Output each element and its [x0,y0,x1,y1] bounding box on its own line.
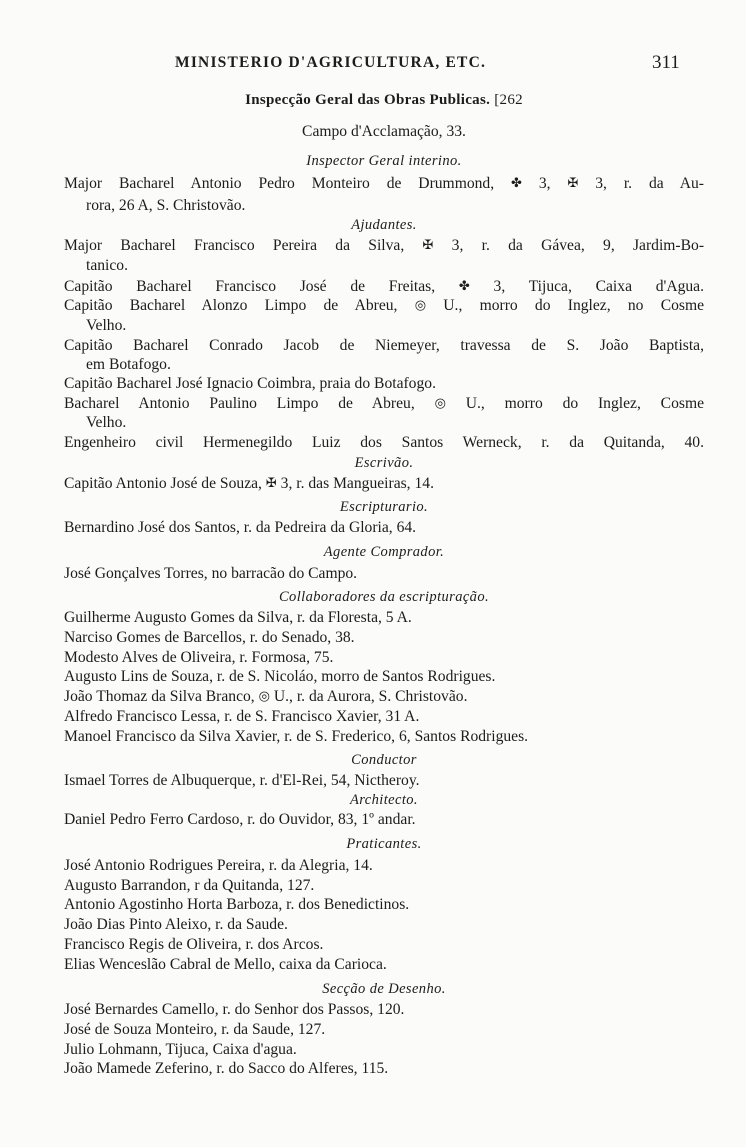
entry-text: Major Bacharel Antonio Pedro Monteiro de Drummond, [64,175,495,192]
heading-praticantes: Praticantes. [346,836,422,852]
maltese-cross-icon: ✠ [567,176,579,191]
entry-text: Bacharel Antonio Paulino Limpo de Abreu, [64,395,415,412]
entry-text: Major Bacharel Francisco Pereira da Silva, [64,237,405,254]
heading-ajudantes: Ajudantes. [351,217,417,233]
desenho-entry: José Bernardes Camello, r. do Senhor dos Passos, 120. [64,1001,405,1018]
desenho-entry: José de Souza Monteiro, r. da Saude, 127. [64,1021,326,1038]
architecto-entry: Daniel Pedro Ferro Cardoso, r. do Ouvidor, 83, 1º andar. [64,811,416,828]
praticante-entry: José Antonio Rodrigues Pereira, r. da Alegria, 14. [64,857,373,874]
ajudante-entry: Capitão Bacharel José Ignacio Coimbra, praia do Botafogo. [64,375,436,392]
maltese-cross-icon: ✠ [265,476,277,491]
colaborador-entry: Modesto Alves de Oliveira, r. Formosa, 75. [64,649,334,666]
order-cross-icon: ✤ [458,279,470,294]
section-title [64,90,704,110]
heading-desenho: Secção de Desenho. [322,981,446,997]
running-head-title: MINISTERIO D'AGRICULTURA, ETC. [175,54,487,71]
praticante-entry: João Dias Pinto Aleixo, r. da Saude. [64,916,288,933]
praticante-entry: Antonio Agostinho Horta Barboza, r. dos Benedictinos. [64,896,410,913]
ajudante-entry [64,296,704,316]
praticante-entry: Elias Wenceslão Cabral de Mello, caixa da Carioca. [64,956,387,973]
colaborador-entry: Augusto Lins de Souza, r. de S. Nicoláo, morro de Santos Rodrigues. [64,668,496,685]
page-number: 311 [652,52,680,73]
praticante-entry: Francisco Regis de Oliveira, r. dos Arcos. [64,936,324,953]
entry-text: João Thomaz da Silva Branco, [64,688,255,705]
ajudante-entry-cont: tanico. [86,257,128,274]
ajudante-entry-cont: Velho. [86,317,127,334]
rosette-icon: ◎ [258,689,270,704]
entry-text: 3, Tijuca, Caixa d'Agua. [493,278,705,295]
entry-text: 3, r. das Mangueiras, 14. [280,475,434,492]
ajudante-entry [64,236,704,256]
colaborador-entry: Alfredo Francisco Lessa, r. de S. Francisco Xavier, 31 A. [64,708,420,725]
section-address: Campo d'Acclamação, 33. [302,123,466,140]
colaborador-entry: Guilherme Augusto Gomes da Silva, r. da Floresta, 5 A. [64,609,412,626]
colaborador-entry [64,687,704,707]
maltese-cross-icon: ✠ [422,238,434,253]
escripturario-entry: Bernardino José dos Santos, r. da Pedreira da Gloria, 64. [64,519,417,536]
entry-text: 3, [538,175,551,192]
entry-text: U., r. da Aurora, S. Christovão. [273,688,468,705]
section-reference: [262 [494,92,523,108]
inspector-entry-line1 [64,174,704,194]
entry-text: 3, r. da Gávea, 9, Jardim-Bo- [451,237,705,254]
order-cross-icon: ✤ [511,176,522,191]
desenho-entry: João Mamede Zeferino, r. do Sacco do Alferes, 115. [64,1060,389,1077]
rosette-icon: ◎ [414,298,427,313]
desenho-entry: Julio Lohmann, Tijuca, Caixa d'agua. [64,1041,297,1058]
conductor-entry: Ismael Torres de Albuquerque, r. d'El-Rei, 54, Nictheroy. [64,772,420,789]
heading-architecto: Architecto. [350,792,418,808]
rosette-icon: ◎ [434,396,446,411]
colaborador-entry: Narciso Gomes de Barcellos, r. do Senado, 38. [64,629,355,646]
entry-text: Capitão Antonio José de Souza, [64,475,262,492]
heading-escripturario: Escripturario. [339,499,429,515]
running-head [0,52,746,82]
ajudante-entry-cont: em Botafogo. [86,356,171,373]
ajudante-entry: Engenheiro civil Hermenegildo Luiz dos Santos Werneck, r. da Quitanda, 40. [64,434,704,451]
agente-entry: José Gonçalves Torres, no barracão do Campo. [64,565,358,582]
heading-conductor: Conductor [351,752,417,768]
heading-escrivao: Escrivão. [354,455,414,471]
entry-text: Capitão Bacharel Francisco José de Freitas, [64,278,436,295]
ajudante-entry-cont: Velho. [86,414,127,431]
ajudante-entry [64,277,704,297]
inspector-entry-line2: rora, 26 A, S. Christovão. [86,197,246,214]
heading-colaboradores: Collaboradores da escripturação. [278,589,490,605]
escrivao-entry [64,474,704,494]
section-title-text: Inspecção Geral das Obras Publicas. [245,92,491,108]
entry-text: U., morro do Inglez, Cosme [465,395,704,412]
ajudante-entry [64,394,704,414]
heading-inspector: Inspector Geral interino. [306,153,462,169]
ajudante-entry: Capitão Bacharel Conrado Jacob de Niemeyer, travessa de S. João Baptista, [64,337,704,354]
praticante-entry: Augusto Barrandon, r da Quitanda, 127. [64,877,315,894]
heading-agente: Agente Comprador. [323,544,445,560]
entry-text: U., morro do Inglez, no Cosme [443,297,705,314]
entry-text: Capitão Bacharel Alonzo Limpo de Abreu, [64,297,398,314]
entry-text: 3, r. da Au- [595,175,704,192]
colaborador-entry: Manoel Francisco da Silva Xavier, r. de S. Frederico, 6, Santos Rodrigues. [64,728,529,745]
